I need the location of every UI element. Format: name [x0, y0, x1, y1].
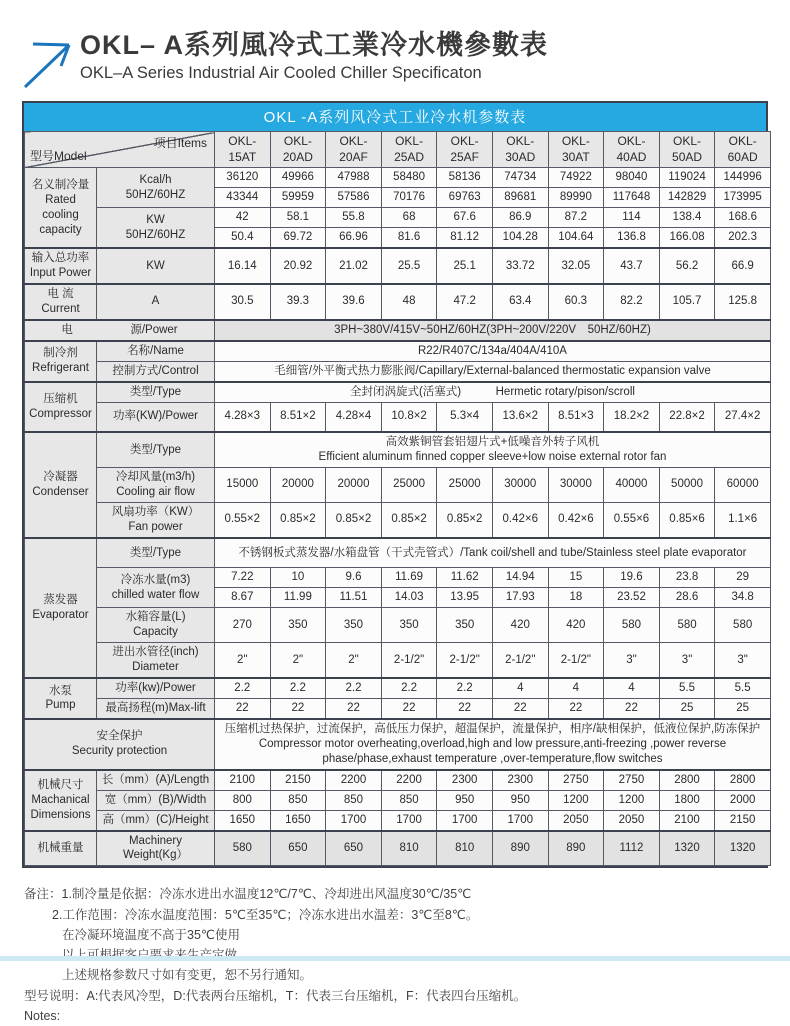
value-cell: 3" — [715, 643, 771, 678]
spec-table — [24, 131, 771, 866]
value-cell: 350 — [326, 608, 382, 643]
value-cell: 0.85×6 — [659, 502, 715, 537]
value-cell: 890 — [492, 831, 548, 866]
label-amp-unit: A — [97, 284, 215, 320]
value-cell: 2050 — [548, 810, 604, 830]
value-cell: 0.85×2 — [381, 502, 437, 537]
value-cell: 9.6 — [326, 568, 382, 588]
model-header: OKL- 30AD — [492, 132, 548, 168]
value-cell: 48 — [381, 284, 437, 320]
value-cell: 10.8×2 — [381, 402, 437, 432]
model-header: OKL- 30AT — [548, 132, 604, 168]
value-cell: 850 — [270, 790, 326, 810]
value-cell: 580 — [604, 608, 660, 643]
note-line: 2.工作范围：冷冻水温度范围：5℃至35℃；冷冻水进出水温差：3℃至8℃。 — [52, 907, 479, 922]
value-cell: 2" — [215, 643, 271, 678]
value-cell: 3" — [659, 643, 715, 678]
value-cell: 2.2 — [326, 678, 382, 698]
value-cell: 39.6 — [326, 284, 382, 320]
value-cell: 1700 — [381, 810, 437, 830]
value-cell: 20.92 — [270, 248, 326, 284]
value-cell: 25.5 — [381, 248, 437, 284]
value-cell: 2150 — [715, 810, 771, 830]
value-cell: 15 — [548, 568, 604, 588]
page-title-zh: OKL– A系列風冷式工業冷水機參數表 — [80, 30, 549, 60]
label-compressor-power: 功率(KW)/Power — [97, 402, 215, 432]
label-max-lift: 最高扬程(m)Max-lift — [97, 698, 215, 718]
value-cell: 25 — [715, 698, 771, 718]
label-current: 电 流 Current — [25, 284, 97, 320]
value-cell: 2-1/2" — [437, 643, 493, 678]
label-fan-power: 风扇功率（KW） Fan power — [97, 502, 215, 537]
value-cell: 0.85×2 — [270, 502, 326, 537]
bottom-strip — [0, 956, 790, 961]
value-cell: 0.55×2 — [215, 502, 271, 537]
value-cell: 15000 — [215, 468, 271, 503]
value-cell: 11.62 — [437, 568, 493, 588]
value-cell: 4.28×4 — [326, 402, 382, 432]
value-cell: 55.8 — [326, 208, 382, 228]
value-cell: 16.14 — [215, 248, 271, 284]
value-cell: 22 — [437, 698, 493, 718]
value-cell: 350 — [381, 608, 437, 643]
label-condenser-type: 类型/Type — [97, 432, 215, 467]
value-cell: 105.7 — [659, 284, 715, 320]
value-cell: 98040 — [604, 168, 660, 188]
value-cell: 2800 — [715, 770, 771, 790]
value-cell: 4 — [492, 678, 548, 698]
value-cell: 10 — [270, 568, 326, 588]
value-cell: 1650 — [270, 810, 326, 830]
value-cell: 1.1×6 — [715, 502, 771, 537]
value-cell: 50.4 — [215, 228, 271, 248]
value-refrigerant-name: R22/R407C/134a/404A/410A — [215, 341, 771, 361]
value-cell: 1200 — [604, 790, 660, 810]
value-cell: 22 — [548, 698, 604, 718]
label-kcal: Kcal/h 50HZ/60HZ — [97, 168, 215, 208]
value-cell: 2200 — [381, 770, 437, 790]
value-cell: 350 — [270, 608, 326, 643]
label-refrigerant-name: 名称/Name — [97, 341, 215, 361]
value-cell: 2750 — [604, 770, 660, 790]
value-cell: 25.1 — [437, 248, 493, 284]
value-cell: 2" — [326, 643, 382, 678]
value-cell: 22 — [604, 698, 660, 718]
model-header-row — [25, 132, 771, 168]
value-power-source: 3PH~380V/415V~50HZ/60HZ(3PH~200V/220V 50HZ/60HZ) — [215, 320, 771, 341]
label-compressor: 压缩机 Compressor — [25, 382, 97, 432]
note-line: 备注：1.制冷量是依据：冷冻水进出水温度12℃/7℃、冷却进出风温度30℃/35℃ — [24, 887, 472, 902]
value-cell: 5.5 — [659, 678, 715, 698]
value-cell: 3" — [604, 643, 660, 678]
value-cell: 950 — [437, 790, 493, 810]
value-cell: 22 — [270, 698, 326, 718]
value-cell: 1800 — [659, 790, 715, 810]
value-cell: 30.5 — [215, 284, 271, 320]
label-pump: 水泵 Pump — [25, 678, 97, 719]
value-cell: 49966 — [270, 168, 326, 188]
value-cell: 420 — [548, 608, 604, 643]
value-cell: 25000 — [381, 468, 437, 503]
value-cell: 580 — [715, 608, 771, 643]
value-cell: 202.3 — [715, 228, 771, 248]
value-cell: 23.52 — [604, 588, 660, 608]
spec-table-body — [25, 168, 771, 866]
value-cell: 20000 — [270, 468, 326, 503]
note-line: 在冷凝环境温度不高于35℃使用 — [62, 927, 240, 942]
value-cell: 50000 — [659, 468, 715, 503]
value-cell: 1112 — [604, 831, 660, 866]
model-header: OKL- 20AD — [270, 132, 326, 168]
value-cell: 89990 — [548, 188, 604, 208]
label-cooling-air-flow: 冷却风量(m3/h) Cooling air flow — [97, 468, 215, 503]
value-cell: 2800 — [659, 770, 715, 790]
value-cell: 2750 — [548, 770, 604, 790]
value-cell: 86.9 — [492, 208, 548, 228]
spec-table-container — [22, 101, 768, 868]
value-cell: 5.3×4 — [437, 402, 493, 432]
value-cell: 8.67 — [215, 588, 271, 608]
value-cell: 810 — [381, 831, 437, 866]
value-cell: 69.72 — [270, 228, 326, 248]
label-kw-unit: KW — [97, 248, 215, 284]
label-chilled-water-flow: 冷冻水量(m3) chilled water flow — [97, 568, 215, 608]
label-width: 宽（mm）(B)/Width — [97, 790, 215, 810]
value-cell: 650 — [326, 831, 382, 866]
value-cell: 2100 — [215, 770, 271, 790]
value-cell: 30000 — [548, 468, 604, 503]
value-cell: 43.7 — [604, 248, 660, 284]
value-cell: 69763 — [437, 188, 493, 208]
label-rated-cooling-capacity: 名义制冷量 Rated cooling capacity — [25, 168, 97, 248]
corner-cell — [25, 132, 215, 168]
value-cell: 60.3 — [548, 284, 604, 320]
value-cell: 74734 — [492, 168, 548, 188]
value-cell: 59959 — [270, 188, 326, 208]
value-cell: 1200 — [548, 790, 604, 810]
note-line: Notes: — [24, 1008, 61, 1023]
value-cell: 28.6 — [659, 588, 715, 608]
value-cell: 8.51×3 — [548, 402, 604, 432]
value-cell: 810 — [437, 831, 493, 866]
value-cell: 0.85×2 — [326, 502, 382, 537]
value-cell: 42 — [215, 208, 271, 228]
title-block — [80, 30, 548, 83]
value-cell: 4.28×3 — [215, 402, 271, 432]
value-cell: 14.03 — [381, 588, 437, 608]
value-cell: 25 — [659, 698, 715, 718]
value-cell: 11.51 — [326, 588, 382, 608]
value-cell: 2-1/2" — [492, 643, 548, 678]
value-cell: 33.72 — [492, 248, 548, 284]
note-line: 型号说明：A:代表风冷型，D:代表两台压缩机，T：代表三台压缩机，F：代表四台压缩机。 — [24, 988, 527, 1003]
value-cell: 2-1/2" — [381, 643, 437, 678]
value-cell: 800 — [215, 790, 271, 810]
value-cell: 57586 — [326, 188, 382, 208]
value-cell: 2100 — [659, 810, 715, 830]
value-cell: 70176 — [381, 188, 437, 208]
value-cell: 104.28 — [492, 228, 548, 248]
value-cell: 420 — [492, 608, 548, 643]
value-cell: 2.2 — [215, 678, 271, 698]
value-cell: 36120 — [215, 168, 271, 188]
value-cell: 21.02 — [326, 248, 382, 284]
value-cell: 142829 — [659, 188, 715, 208]
value-cell: 81.6 — [381, 228, 437, 248]
value-cell: 1700 — [492, 810, 548, 830]
brand-arrow-icon — [18, 32, 74, 88]
label-security-protection: 安全保护 Security protection — [25, 719, 215, 770]
value-cell: 87.2 — [548, 208, 604, 228]
value-cell: 18.2×2 — [604, 402, 660, 432]
value-cell: 1700 — [326, 810, 382, 830]
value-cell: 2200 — [326, 770, 382, 790]
value-cell: 82.2 — [604, 284, 660, 320]
value-cell: 23.8 — [659, 568, 715, 588]
label-compressor-type: 类型/Type — [97, 382, 215, 402]
value-cell: 136.8 — [604, 228, 660, 248]
value-refrigerant-control: 毛细管/外平衡式热力膨胀阀/Capillary/External-balanced thermostatic expansion valve — [215, 361, 771, 381]
value-cell: 5.5 — [715, 678, 771, 698]
label-pipe-diameter: 进出水管径(inch) Diameter — [97, 643, 215, 678]
value-cell: 67.6 — [437, 208, 493, 228]
value-cell: 270 — [215, 608, 271, 643]
value-cell: 32.05 — [548, 248, 604, 284]
value-cell: 66.9 — [715, 248, 771, 284]
value-cell: 66.96 — [326, 228, 382, 248]
value-cell: 950 — [492, 790, 548, 810]
value-cell: 125.8 — [715, 284, 771, 320]
value-cell: 2.2 — [270, 678, 326, 698]
model-header: OKL- 25AF — [437, 132, 493, 168]
value-cell: 850 — [381, 790, 437, 810]
value-cell: 2.2 — [437, 678, 493, 698]
value-cell: 104.64 — [548, 228, 604, 248]
value-cell: 8.51×2 — [270, 402, 326, 432]
value-cell: 14.94 — [492, 568, 548, 588]
value-cell: 40000 — [604, 468, 660, 503]
value-cell: 19.6 — [604, 568, 660, 588]
value-cell: 119024 — [659, 168, 715, 188]
value-cell: 27.4×2 — [715, 402, 771, 432]
value-cell: 43344 — [215, 188, 271, 208]
value-cell: 11.99 — [270, 588, 326, 608]
value-cell: 18 — [548, 588, 604, 608]
value-cell: 29 — [715, 568, 771, 588]
label-refrigerant-control: 控制方式/Control — [97, 361, 215, 381]
value-cell: 63.4 — [492, 284, 548, 320]
label-tank-capacity: 水箱容量(L) Capacity — [97, 608, 215, 643]
label-input-power: 输入总功率 Input Power — [25, 248, 97, 284]
value-cell: 2-1/2" — [548, 643, 604, 678]
value-evaporator-type: 不锈钢板式蒸发器/水箱盘管（干式壳管式）/Tank coil/shell and tube/Stainless steel plate evaporator — [215, 538, 771, 568]
value-cell: 2050 — [604, 810, 660, 830]
label-dimensions: 机械尺寸 Machanical Dimensions — [25, 770, 97, 831]
value-cell: 2000 — [715, 790, 771, 810]
value-cell: 39.3 — [270, 284, 326, 320]
value-cell: 4 — [548, 678, 604, 698]
value-cell: 650 — [270, 831, 326, 866]
label-machinery-weight-en: Machinery Weight(Kg） — [97, 831, 215, 866]
value-cell: 30000 — [492, 468, 548, 503]
value-cell: 1320 — [659, 831, 715, 866]
value-cell: 1320 — [715, 831, 771, 866]
model-header: OKL- 15AT — [215, 132, 271, 168]
value-cell: 58136 — [437, 168, 493, 188]
label-evaporator-type: 类型/Type — [97, 538, 215, 568]
model-header: OKL- 20AF — [326, 132, 382, 168]
value-cell: 68 — [381, 208, 437, 228]
value-cell: 17.93 — [492, 588, 548, 608]
value-cell: 22 — [381, 698, 437, 718]
note-line: 上述规格参数尺寸如有变更，恕不另行通知。 — [62, 968, 313, 983]
value-cell: 20000 — [326, 468, 382, 503]
value-cell: 47988 — [326, 168, 382, 188]
value-cell: 4 — [604, 678, 660, 698]
value-cell: 166.08 — [659, 228, 715, 248]
value-cell: 25000 — [437, 468, 493, 503]
page-title-en: OKL–A Series Industrial Air Cooled Chiller Specificaton — [80, 64, 482, 83]
value-condenser-type: 高效紫铜管套铝翅片式+低噪音外转子风机 Efficient aluminum finned copper sleeve+low noise external rotor fan — [215, 432, 771, 467]
label-condenser: 冷凝器 Condenser — [25, 432, 97, 538]
value-cell: 22 — [215, 698, 271, 718]
model-header: OKL- 50AD — [659, 132, 715, 168]
label-length: 长（mm）(A)/Length — [97, 770, 215, 790]
table-title-bar: OKL -A系列风冷式工业冷水机参数表 — [24, 103, 766, 131]
value-cell: 0.42×6 — [548, 502, 604, 537]
value-cell: 144996 — [715, 168, 771, 188]
value-cell: 34.8 — [715, 588, 771, 608]
value-cell: 580 — [659, 608, 715, 643]
value-cell: 47.2 — [437, 284, 493, 320]
value-cell: 13.6×2 — [492, 402, 548, 432]
model-header: OKL- 25AD — [381, 132, 437, 168]
corner-items-label: 项目Items — [153, 136, 207, 150]
value-cell: 58480 — [381, 168, 437, 188]
value-cell: 7.22 — [215, 568, 271, 588]
value-cell: 350 — [437, 608, 493, 643]
label-pump-power: 功率(kw)/Power — [97, 678, 215, 698]
value-security-protection: 压缩机过热保护，过流保护，高低压力保护，超温保护，流量保护，相序/缺相保护，低液位保护,防冻保护 Compressor motor overheating,overload,high and low pressure,anti-freezing ,power reverse phase/phase,exhaust temperature ,over-temperature,flow switches — [215, 719, 771, 770]
value-cell: 2.2 — [381, 678, 437, 698]
label-height: 高（mm）(C)/Height — [97, 810, 215, 830]
label-power-source: 电 源/Power — [25, 320, 215, 341]
label-evaporator: 蒸发器 Evaporator — [25, 538, 97, 678]
corner-model-label: 型号Model — [30, 148, 87, 163]
value-cell: 2300 — [437, 770, 493, 790]
value-cell: 2150 — [270, 770, 326, 790]
value-cell: 168.6 — [715, 208, 771, 228]
value-cell: 1700 — [437, 810, 493, 830]
value-cell: 60000 — [715, 468, 771, 503]
value-cell: 89681 — [492, 188, 548, 208]
value-cell: 13.95 — [437, 588, 493, 608]
value-cell: 0.55×6 — [604, 502, 660, 537]
value-cell: 2" — [270, 643, 326, 678]
value-cell: 0.42×6 — [492, 502, 548, 537]
value-cell: 117648 — [604, 188, 660, 208]
label-machinery-weight: 机械重量 — [25, 831, 97, 866]
model-header: OKL- 40AD — [604, 132, 660, 168]
value-cell: 56.2 — [659, 248, 715, 284]
value-cell: 890 — [548, 831, 604, 866]
page-header — [18, 30, 790, 88]
model-header: OKL- 60AD — [715, 132, 771, 168]
value-cell: 1650 — [215, 810, 271, 830]
value-cell: 22.8×2 — [659, 402, 715, 432]
value-compressor-type: 全封闭涡旋式(活塞式) Hermetic rotary/pison/scroll — [215, 382, 771, 402]
value-cell: 0.85×2 — [437, 502, 493, 537]
value-cell: 81.12 — [437, 228, 493, 248]
value-cell: 850 — [326, 790, 382, 810]
value-cell: 173995 — [715, 188, 771, 208]
value-cell: 2300 — [492, 770, 548, 790]
value-cell: 22 — [326, 698, 382, 718]
value-cell: 580 — [215, 831, 271, 866]
label-kw: KW 50HZ/60HZ — [97, 208, 215, 248]
value-cell: 138.4 — [659, 208, 715, 228]
value-cell: 74922 — [548, 168, 604, 188]
value-cell: 22 — [492, 698, 548, 718]
value-cell: 114 — [604, 208, 660, 228]
value-cell: 11.69 — [381, 568, 437, 588]
value-cell: 58.1 — [270, 208, 326, 228]
label-refrigerant: 制冷剂 Refrigerant — [25, 341, 97, 382]
